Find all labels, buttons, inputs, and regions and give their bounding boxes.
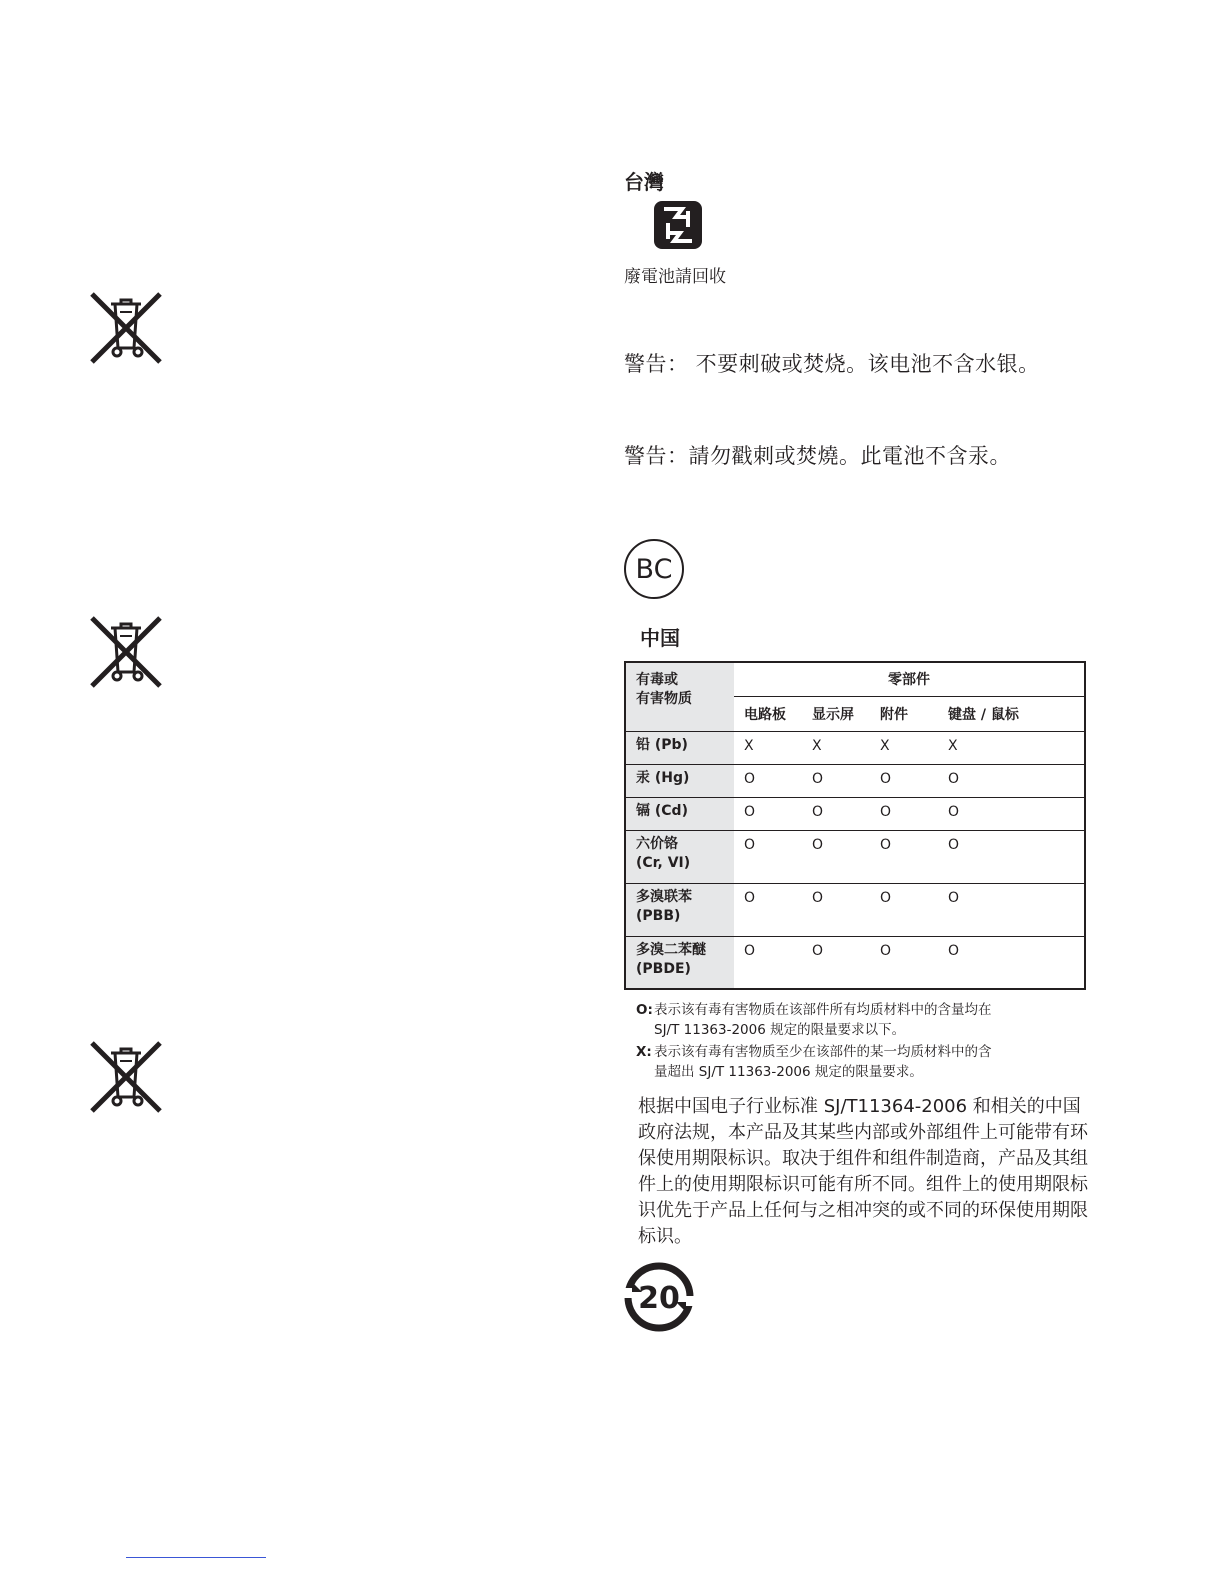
column-header: 键盘 / 鼠标 <box>938 696 1085 731</box>
table-cell: O <box>802 764 870 797</box>
table-row <box>625 883 1085 936</box>
china-heading: 中国 <box>640 626 680 650</box>
table-row <box>625 764 1085 797</box>
taiwan-heading: 台灣 <box>624 170 664 194</box>
table-cell: O <box>938 883 1085 936</box>
epup-20-icon <box>624 1262 694 1332</box>
table-cell: O <box>802 830 870 883</box>
table-cell: X <box>938 731 1085 764</box>
table-cell: O <box>802 936 870 989</box>
substance-name: 汞 (Hg) <box>625 764 734 797</box>
parts-header: 零部件 <box>888 672 930 688</box>
table-row <box>625 936 1085 989</box>
crossed-wheelie-bin-icon <box>88 290 164 366</box>
warning-traditional: 警告：請勿戳刺或焚燒。此電池不含汞。 <box>624 444 1011 468</box>
table-cell: O <box>802 883 870 936</box>
column-header: 附件 <box>870 696 938 731</box>
table-cell: O <box>938 936 1085 989</box>
substance-name: 六价铬 (Cr, VI) <box>625 830 734 883</box>
warning-simplified: 警告： 不要刺破或焚烧。该电池不含水银。 <box>624 352 1040 376</box>
substance-name: 多溴二苯醚 (PBDE) <box>625 936 734 989</box>
table-cell: O <box>938 764 1085 797</box>
table-row <box>625 731 1085 764</box>
table-cell: O <box>870 883 938 936</box>
table-row <box>625 830 1085 883</box>
column-header: 电路板 <box>734 696 802 731</box>
epup-paragraph: 根据中国电子行业标准 SJ/T11364-2006 和相关的中国政府法规，本产品及其某些内部或外部组件上可能带有环保使用期限标识。取决于组件和组件制造商，产品及其组件上的使用期限标识可能有所不同。组件上的使用期限标识优先于产品上任何与之相冲突的或不同的环保使用期限标识。 <box>638 1096 1088 1247</box>
crossed-wheelie-bin-icon <box>88 614 164 690</box>
footer-rule <box>126 1557 266 1558</box>
table-cell: O <box>734 764 802 797</box>
note-x: X: 表示该有毒有害物质至少在该部件的某一均质材料中的含 量超出 SJ/T 11363-2006 规定的限量要求。 <box>636 1044 992 1080</box>
table-cell: O <box>870 936 938 989</box>
note-o: O:表示该有毒有害物质在该部件所有均质材料中的含量均在 SJ/T 11363-2006 规定的限量要求以下。 <box>636 1002 992 1038</box>
table-cell: O <box>734 936 802 989</box>
table-cell: X <box>734 731 802 764</box>
table-cell: O <box>870 797 938 830</box>
substance-name: 镉 (Cd) <box>625 797 734 830</box>
table-cell: O <box>734 797 802 830</box>
table-row <box>625 797 1085 830</box>
table-cell: O <box>938 830 1085 883</box>
table-cell: O <box>938 797 1085 830</box>
substance-name: 铅 (Pb) <box>625 731 734 764</box>
epup-number: 20 <box>638 1281 680 1316</box>
table-cell: O <box>734 830 802 883</box>
recycle-caption: 廢電池請回收 <box>624 267 726 287</box>
substance-name: 多溴联苯 (PBB) <box>625 883 734 936</box>
hazardous-substances-table <box>624 661 1086 990</box>
substance-header: 有毒或 有害物质 <box>625 662 734 731</box>
table-cell: X <box>870 731 938 764</box>
crossed-wheelie-bin-icon <box>88 1039 164 1115</box>
table-cell: O <box>870 830 938 883</box>
table-cell: O <box>802 797 870 830</box>
column-header: 显示屏 <box>802 696 870 731</box>
table-cell: O <box>870 764 938 797</box>
bc-battery-mark: BC <box>624 539 684 599</box>
taiwan-recycle-icon <box>652 199 704 251</box>
table-cell: O <box>734 883 802 936</box>
table-cell: X <box>802 731 870 764</box>
